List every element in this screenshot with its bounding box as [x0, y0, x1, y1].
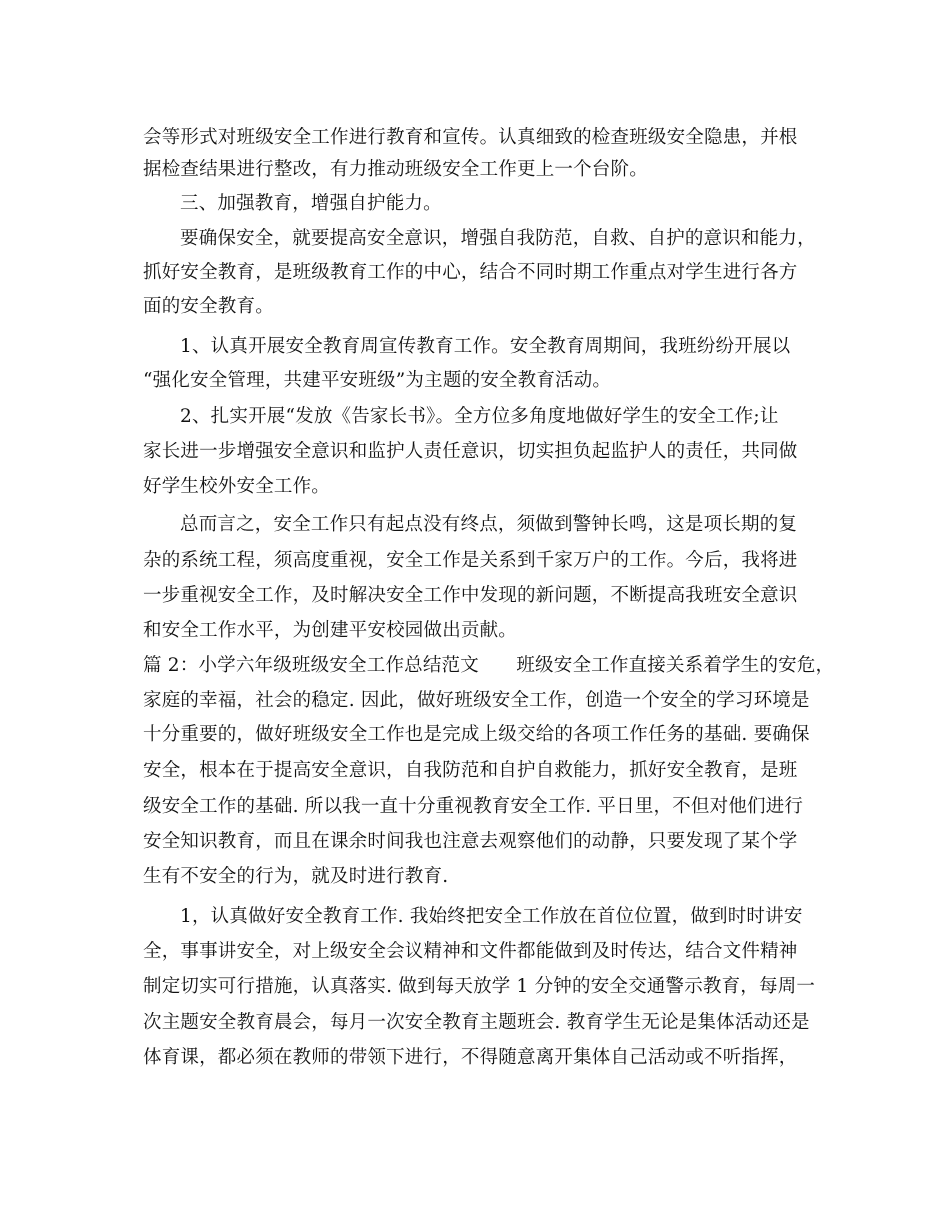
- text-line: 安全知识教育，而且在课余时间我也注意去观察他们的动静，只要发现了某个学: [143, 831, 798, 852]
- text-line: 杂的系统工程，须高度重视，安全工作是关系到千家万户的工作。今后，我将进: [143, 550, 798, 571]
- text-line: 2、扎实开展“发放《告家长书》。全方位多角度地做好学生的安全工作;让: [180, 406, 779, 427]
- text-line: 家长进一步增强安全意识和监护人责任意识，切实担负起监护人的责任，共同做: [143, 441, 798, 462]
- text-line: “强化安全管理，共建平安班级”为主题的安全教育活动。: [143, 370, 612, 391]
- text-line: 要确保安全，就要提高安全意识，增强自我防范，自救、自护的意识和能力，: [180, 228, 816, 249]
- text-line: 次主题安全教育晨会，每月一次安全教育主题班会. 教育学生无论是集体活动还是: [143, 1012, 810, 1033]
- section-heading: 三、加强教育，增强自护能力。: [180, 193, 442, 214]
- article-heading-line: 篇 2：小学六年级班级安全工作总结范文 班级安全工作直接关系着学生的安危，: [143, 655, 835, 676]
- text-line: 制定切实可行措施，认真落实. 做到每天放学 1 分钟的安全交通警示教育，每周一: [143, 976, 816, 997]
- text-line: 级安全工作的基础. 所以我一直十分重视教育安全工作. 平日里，不但对他们进行: [143, 796, 804, 817]
- text-line: 家庭的幸福，社会的稳定. 因此，做好班级安全工作，创造一个安全的学习环境是: [143, 690, 810, 711]
- text-line: 抓好安全教育，是班级教育工作的中心，结合不同时期工作重点对学生进行各方: [143, 262, 798, 283]
- text-line: 1，认真做好安全教育工作. 我始终把安全工作放在首位位置，做到时时讲安: [180, 906, 803, 927]
- text-line: 1、认真开展安全教育周宣传教育工作。安全教育周期间，我班纷纷开展以: [180, 336, 791, 357]
- text-line: 总而言之，安全工作只有起点没有终点，须做到警钟长鸣，这是项长期的复: [180, 514, 798, 535]
- text-line: 会等形式对班级安全工作进行教育和宣传。认真细致的检查班级安全隐患，并根: [143, 127, 798, 148]
- text-line: 全，事事讲安全，对上级安全会议精神和文件都能做到及时传达，结合文件精神: [143, 941, 798, 962]
- text-line: 生有不安全的行为，就及时进行教育.: [143, 866, 449, 887]
- text-line: 和安全工作水平，为创建平安校园做出贡献。: [143, 620, 518, 641]
- text-line: 好学生校外安全工作。: [143, 476, 331, 497]
- text-line: 面的安全教育。: [143, 296, 274, 317]
- text-line: 据检查结果进行整改，有力推动班级安全工作更上一个台阶。: [143, 159, 648, 180]
- text-line: 安全，根本在于提高安全意识，自我防范和自护自救能力，抓好安全教育，是班: [143, 760, 798, 781]
- text-line: 一步重视安全工作，及时解决安全工作中发现的新问题，不断提高我班安全意识: [143, 585, 798, 606]
- text-line: 体育课，都必须在教师的带领下进行，不得随意离开集体自己活动或不听指挥，: [143, 1047, 798, 1068]
- text-line: 十分重要的，做好班级安全工作也是完成上级交给的各项工作任务的基础. 要确保: [143, 724, 810, 745]
